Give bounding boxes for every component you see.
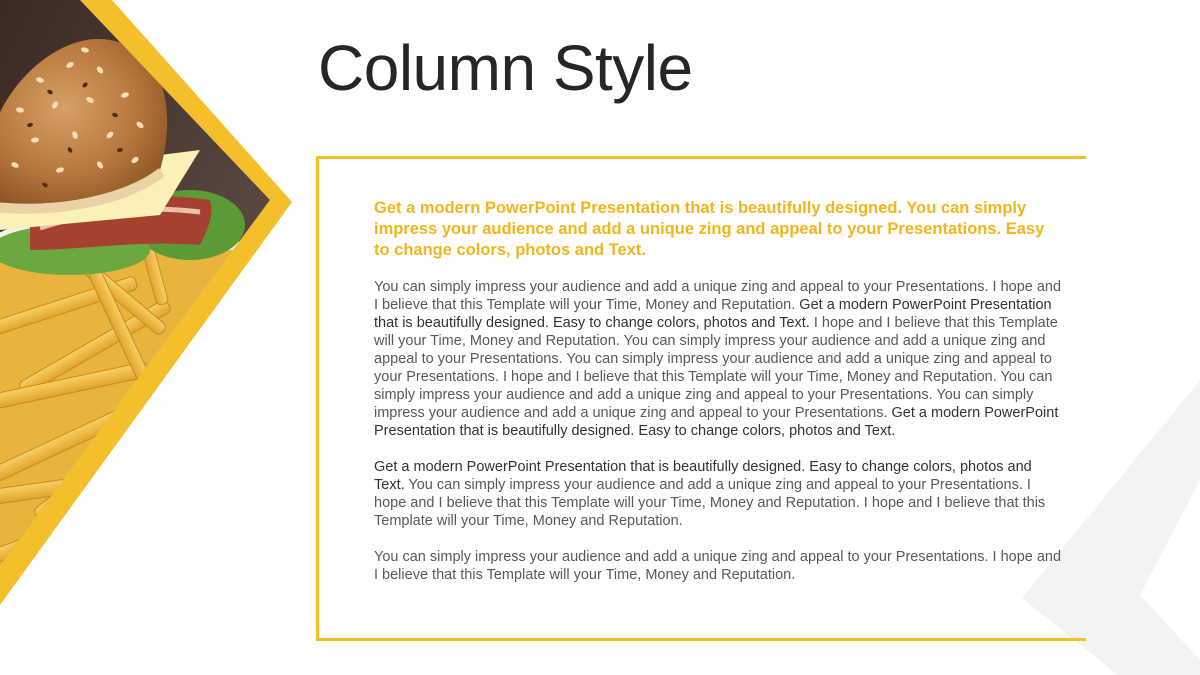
text-column	[374, 198, 1064, 602]
slide-title: Column Style	[318, 32, 693, 104]
highlighted-text: Get a modern PowerPoint Presentation that is beautifully designed. Easy to change colors, photos and Text.	[374, 405, 1059, 439]
highlighted-text: Get a modern PowerPoint Presentation that is beautifully designed. Easy to change colors, photos and Text.	[374, 459, 1032, 493]
highlighted-text: Get a modern PowerPoint Presentation that is beautifully designed. Easy to change colors, photos and Text.	[374, 297, 1052, 331]
paragraph-text: I hope and I believe that this Template will your Time, Money and Reputation. You can simply impress your audience and add a unique zing and appeal to your Presentations. You can simply impress your audience and add a unique zing and appeal to your Presentations. I hope and I believe that this Template will your Time, Money and Reputation. You can simply impress your audience and add a unique zing and appeal to your Presentations. You can simply impress your audience and add a unique zing and appeal to your Presentations.	[374, 315, 1058, 421]
body-paragraph-2	[374, 458, 1064, 530]
paragraph-text: You can simply impress your audience and add a unique zing and appeal to your Presentations. I hope and I believe that this Template will your Time, Money and Reputation. I hope and I believe that this Template will your Time, Money and Reputation.	[374, 477, 1046, 529]
body-paragraph-3: You can simply impress your audience and add a unique zing and appeal to your Presentations. I hope and I believe that this Template will your Time, Money and Reputation.	[374, 549, 1062, 583]
body-paragraph-1	[374, 278, 1064, 440]
burger-fries-photo	[0, 0, 300, 675]
lead-paragraph: Get a modern PowerPoint Presentation that is beautifully designed. You can simply impress your audience and add a unique zing and appeal to your Presentations. Easy to change colors, photos and Text.	[374, 199, 1045, 259]
paragraph-text: You can simply impress your audience and add a unique zing and appeal to your Presentations. I hope and I believe that this Template will your Time, Money and Reputation.	[374, 279, 1062, 313]
